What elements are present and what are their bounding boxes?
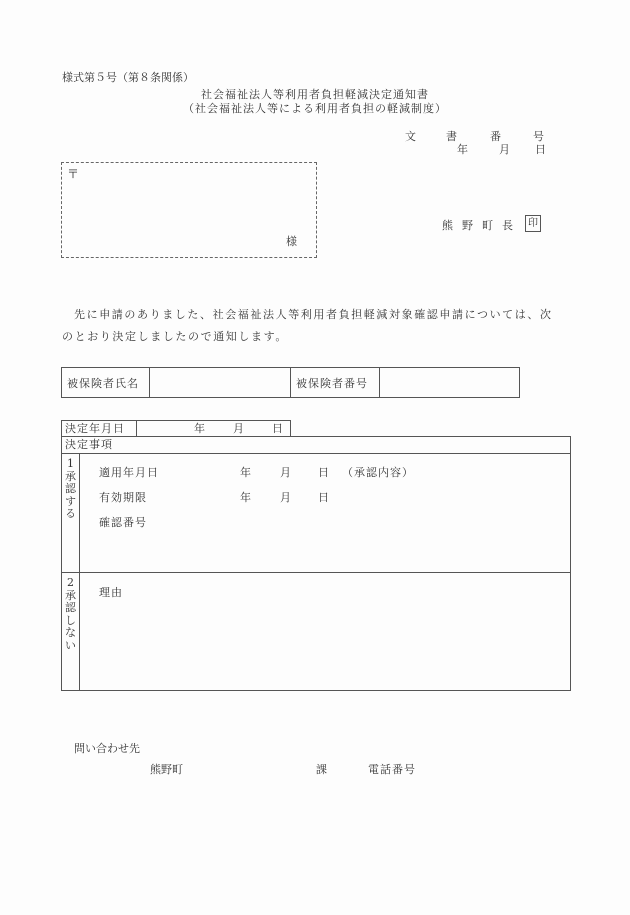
valid-day: 日 [318, 491, 330, 504]
contact-section: 課 [316, 763, 327, 776]
reject-content[interactable] [80, 573, 570, 690]
contact-phone-label: 電話番号 [368, 763, 416, 776]
decision-date-label: 決定年月日 [62, 421, 137, 437]
doc-number-char: 文 [405, 130, 416, 143]
label-char: 1 [67, 457, 74, 470]
approve-content[interactable] [80, 454, 570, 572]
reason-label: 理由 [99, 586, 123, 599]
valid-year: 年 [240, 491, 252, 504]
address-box[interactable] [61, 162, 317, 258]
decision-items-label: 決定事項 [62, 437, 570, 454]
issuer-char: 町 [482, 219, 497, 232]
label-char: 承 [65, 469, 76, 483]
valid-period-label: 有効期限 [99, 491, 147, 504]
date-month: 月 [499, 143, 510, 156]
date-day: 日 [535, 143, 546, 156]
postal-mark: 〒 [67, 167, 80, 181]
honorific: 様 [286, 235, 297, 248]
form-number: 様式第５号（第８条関係） [62, 71, 194, 84]
decision-day: 日 [272, 422, 283, 435]
label-char: る [65, 507, 76, 520]
document-subtitle: （社会福祉法人等による利用者負担の軽減制度） [183, 102, 447, 115]
issuer-char: 野 [462, 219, 477, 232]
decision-items-box [61, 436, 571, 691]
issuer-char: 長 [502, 219, 517, 232]
seal-mark: 印 [525, 215, 541, 232]
contact-town: 熊野町 [150, 763, 183, 776]
approve-label [62, 454, 80, 572]
insured-number-field[interactable] [380, 368, 519, 397]
apply-month: 月 [280, 466, 292, 479]
label-char: い [65, 638, 76, 652]
label-char: 認 [65, 482, 76, 495]
label-char: す [65, 494, 76, 508]
label-char: な [65, 626, 76, 639]
insured-table [61, 367, 520, 398]
issuer-char: 熊 [442, 219, 457, 232]
confirm-number-label: 確認番号 [99, 516, 147, 529]
insured-name-label: 被保険者氏名 [62, 368, 150, 397]
reject-section [62, 573, 570, 690]
decision-month: 月 [233, 422, 244, 435]
label-char: 認 [65, 601, 76, 614]
reject-label [62, 573, 80, 690]
insured-number-label: 被保険者番号 [291, 368, 380, 397]
decision-date-row [61, 420, 291, 437]
document-title: 社会福祉法人等利用者負担軽減決定通知書 [201, 88, 429, 101]
date-year: 年 [457, 143, 468, 156]
valid-month: 月 [280, 491, 292, 504]
doc-number-char: 書 [446, 130, 457, 143]
body-line-1: 先に申請のありました、社会福祉法人等利用者負担軽減対象確認申請については、次 [74, 308, 553, 321]
apply-date-label: 適用年月日 [99, 466, 159, 479]
apply-year: 年 [240, 466, 252, 479]
label-char: 承 [65, 588, 76, 602]
body-line-2: のとおり決定しましたので通知します。 [62, 330, 288, 343]
insured-name-field[interactable] [150, 368, 291, 397]
decision-date-field[interactable] [137, 421, 290, 437]
approve-section [62, 454, 570, 573]
label-char: 2 [67, 576, 74, 589]
doc-number-char: 号 [533, 130, 544, 143]
contact-heading: 問い合わせ先 [74, 742, 140, 755]
decision-year: 年 [194, 422, 205, 435]
label-char: し [65, 613, 76, 627]
doc-number-char: 番 [490, 130, 501, 143]
apply-day: 日 [318, 466, 330, 479]
approval-content-note: （承認内容） [342, 466, 414, 479]
